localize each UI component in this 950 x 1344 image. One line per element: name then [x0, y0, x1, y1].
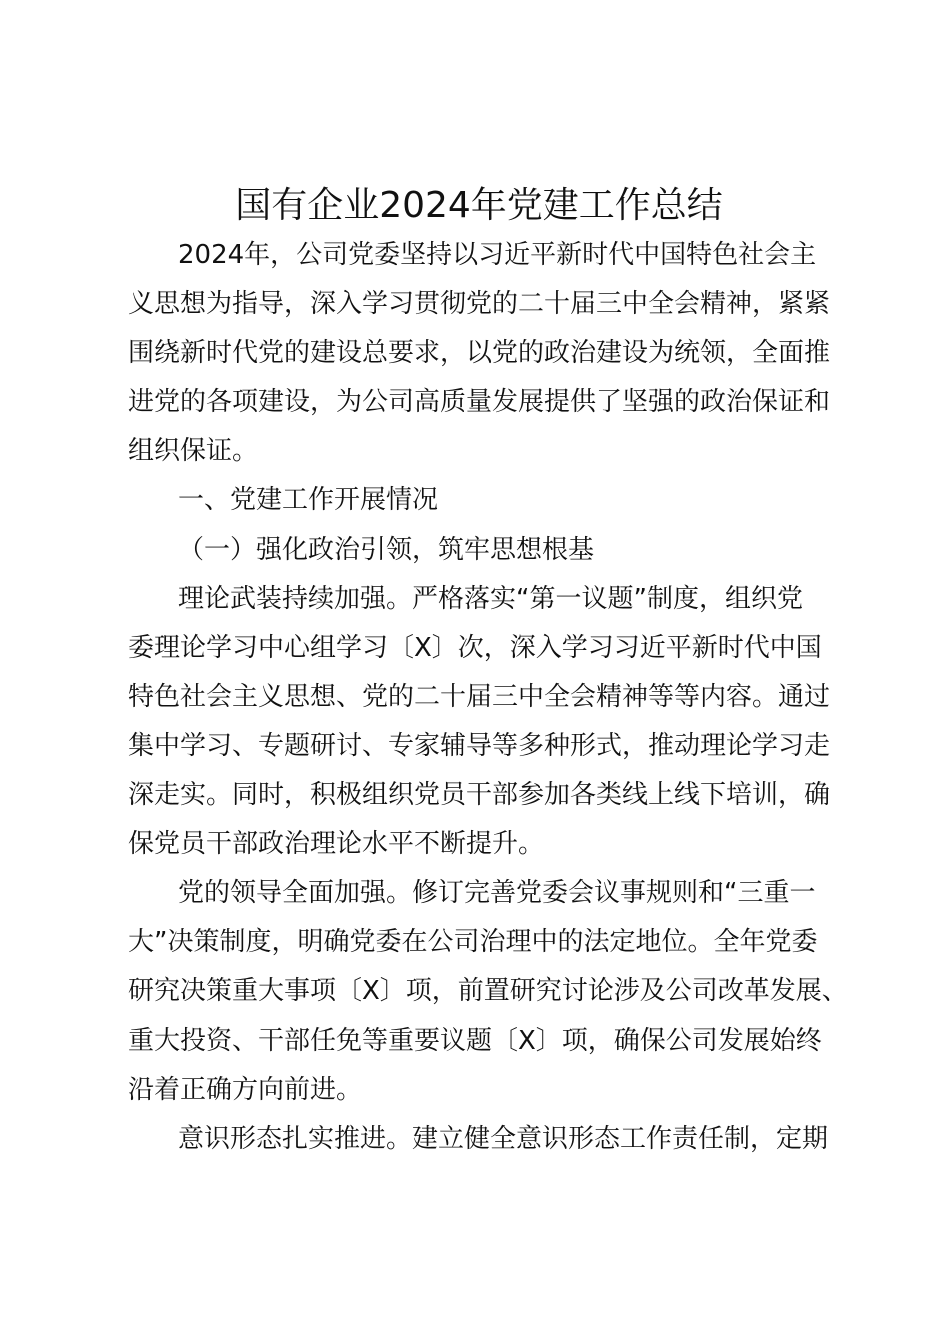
section-heading: 一、党建工作开展情况	[178, 485, 439, 516]
paragraph-line: 2024年，公司党委坚持以习近平新时代中国特色社会主	[178, 240, 817, 270]
paragraph-line: 特色社会主义思想、党的二十届三中全会精神等等内容。通过	[128, 681, 831, 712]
paragraph-line: 围绕新时代党的建设总要求，以党的政治建设为统领，全面推	[128, 338, 831, 369]
paragraph-line: 大”决策制度，明确党委在公司治理中的法定地位。全年党委	[128, 927, 818, 958]
paragraph-line: 组织保证。	[128, 436, 259, 467]
paragraph-line: 重大投资、干部任免等重要议题〔X〕项，确保公司发展始终	[128, 1025, 822, 1056]
document-title: 国有企业2024年党建工作总结	[235, 185, 723, 226]
paragraph-line: 深走实。同时，积极组织党员干部参加各类线上线下培训，确	[128, 780, 831, 811]
paragraph-line: 保党员干部政治理论水平不断提升。	[128, 829, 545, 860]
paragraph-line: 沿着正确方向前进。	[128, 1074, 363, 1105]
subsection-heading: （一）强化政治引领，筑牢思想根基	[178, 534, 595, 565]
paragraph-line: 义思想为指导，深入学习贯彻党的二十届三中全会精神，紧紧	[128, 289, 831, 320]
document-body	[128, 231, 848, 1164]
paragraph-line: 研究决策重大事项〔X〕项，前置研究讨论涉及公司改革发展、	[128, 976, 848, 1007]
paragraph-line: 理论武装持续加强。严格落实“第一议题”制度，组织党	[178, 583, 803, 614]
paragraph-line: 集中学习、专题研讨、专家辅导等多种形式，推动理论学习走	[128, 730, 831, 761]
paragraph-line: 委理论学习中心组学习〔X〕次，深入学习习近平新时代中国	[128, 632, 822, 663]
paragraph-line: 进党的各项建设，为公司高质量发展提供了坚强的政治保证和	[128, 387, 831, 418]
paragraph-line: 意识形态扎实推进。建立健全意识形态工作责任制，定期	[178, 1123, 829, 1154]
paragraph-line: 党的领导全面加强。修订完善党委会议事规则和“三重一	[178, 878, 816, 909]
